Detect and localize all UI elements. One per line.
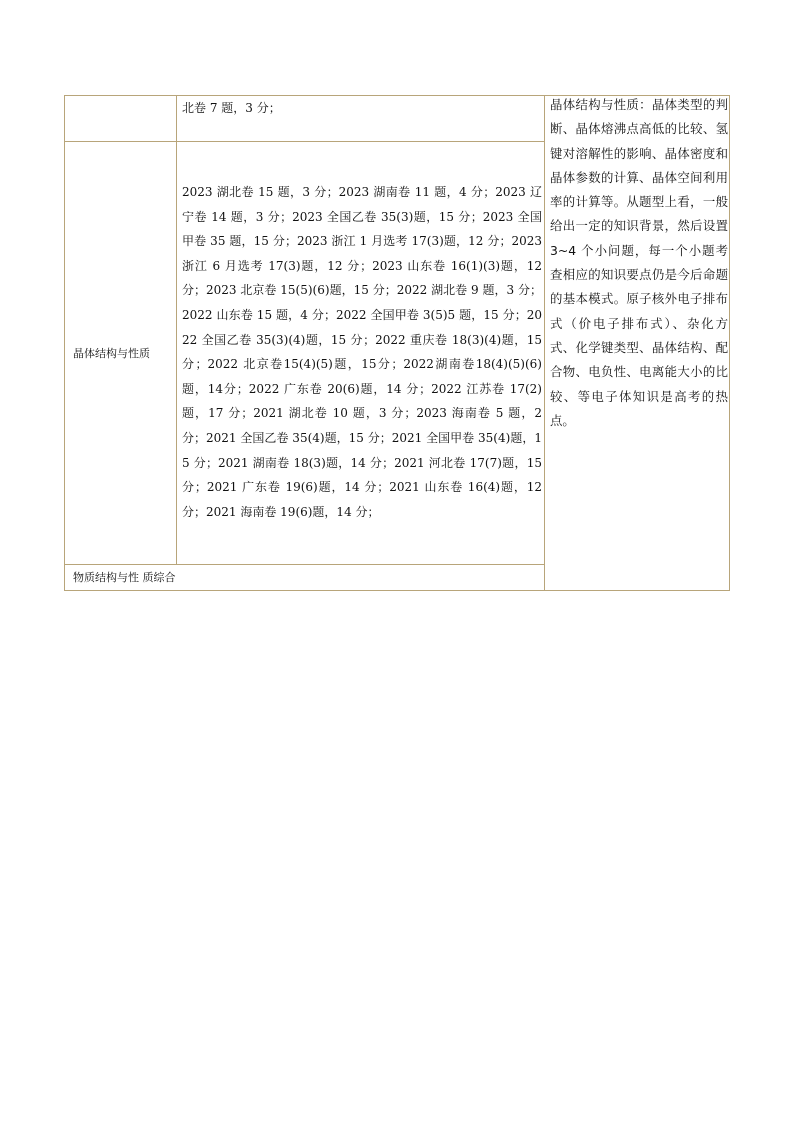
table-divider-row2 <box>64 564 544 565</box>
footer-label: 物质结构与性 质综合 <box>73 571 176 584</box>
table-border-left <box>64 95 65 591</box>
exam-list-content: 2023 湖北卷 15 题，3 分；2023 湖南卷 11 题，4 分；2023 辽宁卷 14 题，3 分；2023 全国乙卷 35(3)题，15 分；2023 全国甲卷 35 题，15 分；2023 浙江 1 月选考 17(3)题，12 分；2023 浙江 6 月选考 17(3)题，12 分；2023 山东卷 16(1)(3)题，12 分；2023 北京卷 15(5)(6)题，15 分；2022 湖北卷 9 题，3 分；2022 山东卷 15 题，4 分；2022 全国甲卷 3(5)5 题，15 分；2022 全国乙卷 35(3)(4)题，15 分；2022 重庆卷 18(3)(4)题，15 分；2022 北京卷15(4)(5)题，15分；2022湖南卷18(4)(5)(6)题，14分；2022 广东卷 20(6)题，14 分；2022 江苏卷 17(2)题，17 分；2021 湖北卷 10 题，3 分；2023 海南卷 5 题，2 分；2021 全国乙卷 35(4)题，15 分；2021 全国甲卷 35(4)题，15 分；2021 湖南卷 18(3)题，14 分；2021 河北卷 17(7)题，15 分；2021 广东卷 19(6)题，14 分；2021 山东卷 16(4)题，12 分；2021 海南卷 19(6)题，14 分； <box>182 185 542 519</box>
table-border-bottom <box>64 590 730 591</box>
analysis-text: 晶体结构与性质：晶体类型的判断、晶体熔沸点高低的比较、氢键对溶解性的影响、晶体密度和晶体参数的计算、晶体空间利用率的计算等。从题型上看，一般给出一定的知识背景，然后设置 3~4 个小问题，每一个小题考查相应的知识要点仍是今后命题的基本模式。原子核外电子排布式（价电子排布式）、杂化方式、化学键类型、晶体结构、配合物、电负性、电离能大小的比较、等电子体知识是高考的热点。 <box>550 97 728 428</box>
table-divider-row1 <box>64 141 544 142</box>
exam-analysis-table <box>64 95 730 591</box>
row1-content: 北卷 7 题，3 分； <box>182 101 281 115</box>
crystal-structure-label: 晶体结构与性质 <box>73 347 150 360</box>
table-border-right <box>729 95 730 591</box>
table-divider-label-col <box>176 95 177 565</box>
table-divider-content-col <box>544 95 545 591</box>
